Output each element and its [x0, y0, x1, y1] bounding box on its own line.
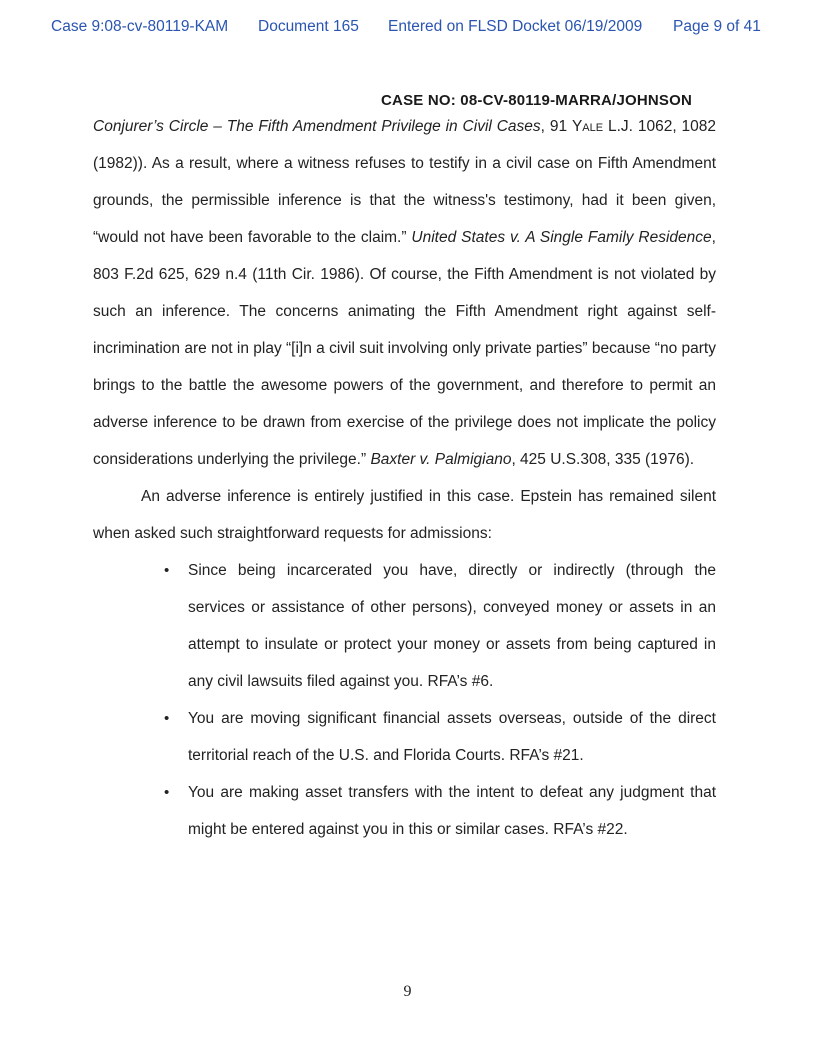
admissions-list: [93, 552, 716, 848]
bullet-icon: •: [164, 784, 170, 801]
list-item: [164, 552, 716, 700]
journal-name: Yale: [571, 118, 604, 135]
list-item: [164, 700, 716, 774]
paragraph-text: L.J. 1062, 1082 (1982)). As a result, where a witness refuses to testify in a civil case on Fifth Amendment grounds, the permissible inference is that the witness's testimony, had it been given, “would not have been favorable to the claim.”: [93, 118, 717, 246]
bullet-icon: •: [164, 562, 170, 579]
list-item-text: Since being incarcerated you have, directly or indirectly (through the services or assistance of other persons), conveyed money or assets in an attempt to insulate or protect your money or assets from being captured in any civil lawsuits filed against you. RFA’s #6.: [188, 562, 716, 690]
paragraph-text: , 803 F.2d 625, 629 n.4 (11th Cir. 1986). Of course, the Fifth Amendment is not violated by such an inference. The concerns animating the Fifth Amendment right against self-incrimination are not in play “[i]n a civil suit involving only private parties” because “no party brings to the battle the awesome powers of the government, and therefore to permit an adverse inference to be drawn from exercise of the privilege does not implicate the policy considerations underlying the privilege.”: [93, 229, 716, 468]
case-number-stamp: Case 9:08-cv-80119-KAM: [51, 18, 229, 35]
paragraph-citations: [93, 108, 716, 478]
page-number: 9: [403, 983, 412, 1000]
docket-entry-stamp: Entered on FLSD Docket 06/19/2009: [388, 18, 643, 35]
bullet-icon: •: [164, 710, 170, 727]
page-count-stamp: Page 9 of 41: [673, 18, 761, 35]
citation-title: Baxter v. Palmigiano: [370, 451, 512, 468]
list-item-text: You are making asset transfers with the intent to defeat any judgment that might be entered against you in this or similar cases. RFA’s #22.: [188, 784, 716, 838]
document-body: [93, 108, 716, 848]
case-number-heading: CASE NO: 08-CV-80119-MARRA/JOHNSON: [381, 92, 693, 109]
citation-title: United States v. A Single Family Residence: [411, 229, 712, 246]
citation-text: , 91: [540, 118, 572, 135]
document-number-stamp: Document 165: [258, 18, 359, 35]
paragraph-adverse-inference: An adverse inference is entirely justified in this case. Epstein has remained silent when asked such straightforward requests for admissions:: [93, 488, 716, 542]
paragraph-text: , 425 U.S.308, 335 (1976).: [511, 451, 695, 468]
list-item: [164, 774, 716, 848]
citation-title: Conjurer’s Circle – The Fifth Amendment Privilege in Civil Cases: [93, 118, 541, 135]
list-item-text: You are moving significant financial assets overseas, outside of the direct territorial reach of the U.S. and Florida Courts. RFA’s #21.: [188, 710, 716, 764]
